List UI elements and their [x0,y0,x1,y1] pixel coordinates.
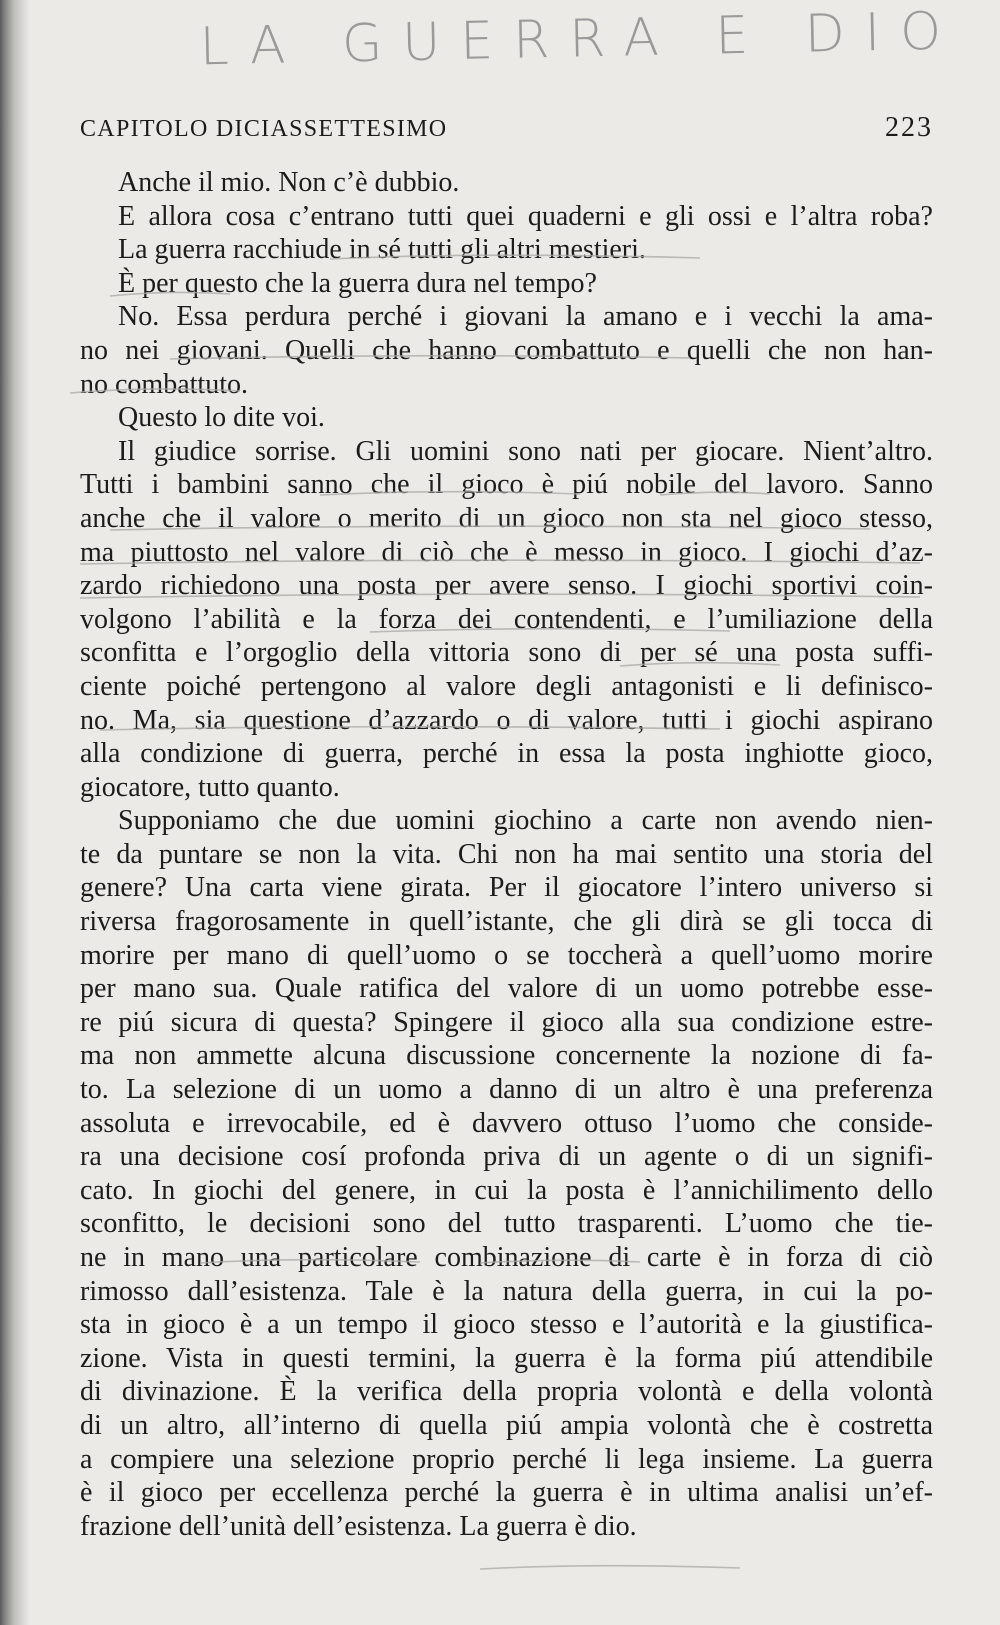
body-text [80,166,933,1543]
page-number: 223 [885,112,933,143]
text-line: zione. Vista in questi termini, la guerra è la forma piú attendibile [80,1342,933,1374]
text-line: rimosso dall’esistenza. Tale è la natura della guerra, in cui la po- [80,1275,933,1307]
text-line: di divinazione. È la verifica della propria volontà e della volontà [80,1376,933,1408]
text-line: assoluta e irrevocabile, ed è davvero ottuso l’uomo che conside- [80,1107,933,1139]
text-line: no. Ma, sia questione d’azzardo o di valore, tutti i giochi aspirano [80,704,933,736]
text-line: sconfitto, le decisioni sono del tutto trasparenti. L’uomo che tie- [80,1208,933,1240]
running-head [80,112,933,152]
text-line: ma non ammette alcuna discussione concernente la nozione di fa- [80,1040,933,1072]
text-line: È per questo che la guerra dura nel tempo? [118,267,597,299]
text-line: te da puntare se non la vita. Chi non ha mai sentito una storia del [80,838,933,870]
text-line: Il giudice sorrise. Gli uomini sono nati per giocare. Nient’altro. [118,435,933,467]
text-line: riversa fragorosamente in quell’istante, che gli dirà se gli tocca di [80,906,933,938]
pencil-mark [480,1566,740,1569]
text-line: sconfitta e l’orgoglio della vittoria sono di per sé una posta suffi- [80,637,933,669]
text-line: zardo richiedono una posta per avere senso. I giochi sportivi coin- [80,570,933,602]
text-line: cato. In giochi del genere, in cui la posta è l’annichilimento dello [80,1174,933,1206]
text-line: giocatore, tutto quanto. [80,771,340,803]
text-line: re piú sicura di questa? Spingere il gioco alla sua condizione estre- [80,1006,933,1038]
text-line: volgono l’abilità e la forza dei contendenti, e l’umiliazione della [80,603,933,635]
text-line: a compiere una selezione proprio perché li lega insieme. La guerra [80,1443,933,1475]
text-line: Anche il mio. Non c’è dubbio. [118,167,460,198]
book-spine-shadow [0,0,30,1625]
chapter-title: CAPITOLO DICIASSETTESIMO [80,116,448,142]
text-line: morire per mano di quell’uomo o se toccherà a quell’uomo morire [80,939,933,971]
text-line: Supponiamo che due uomini giochino a carte non avendo nien- [118,805,933,837]
text-line: ne in mano una particolare combinazione di carte è in forza di ciò [80,1242,933,1273]
text-line: ma piuttosto nel valore di ciò che è messo in gioco. I giochi d’az- [80,536,933,568]
text-line: ra una decisione cosí profonda priva di un agente o di un signifi- [80,1141,933,1173]
text-line: è il gioco per eccellenza perché la guerra è in ultima analisi un’ef- [80,1477,933,1509]
text-line: No. Essa perdura perché i giovani la amano e i vecchi la ama- [118,301,933,333]
text-line: di un altro, all’interno di quella piú ampia volontà che è costretta [80,1409,933,1441]
text-line: no nei giovani. Quelli che hanno combattuto e quelli che non han- [80,334,933,366]
text-line: Tutti i bambini sanno che il gioco è piú nobile del lavoro. Sanno [80,469,933,501]
text-line: Questo lo dite voi. [118,402,325,434]
handwritten-note: LA GUERRA E DIO [199,1,962,78]
text-line: frazione dell’unità dell’esistenza. La guerra è dio. [80,1510,637,1542]
text-line: sta in gioco è a un tempo il gioco stesso e l’autorità e la giustifica- [80,1309,933,1341]
text-line: genere? Una carta viene girata. Per il giocatore l’intero universo si [80,872,933,904]
text-line: La guerra racchiude in sé tutti gli altri mestieri. [118,234,646,266]
text-line: anche che il valore o merito di un gioco non sta nel gioco stesso, [80,502,933,534]
text-line: E allora cosa c’entrano tutti quei quaderni e gli ossi e l’altra roba? [118,200,933,232]
text-line: to. La selezione di un uomo a danno di un altro è una preferenza [80,1074,933,1106]
text-line: ciente poiché pertengono al valore degli antagonisti e li definisco- [80,670,933,702]
text-line: alla condizione di guerra, perché in essa la posta inghiotte gioco, [80,738,933,770]
text-line: per mano sua. Quale ratifica del valore di un uomo potrebbe esse- [80,973,933,1005]
text-line: no combattuto. [80,368,248,400]
